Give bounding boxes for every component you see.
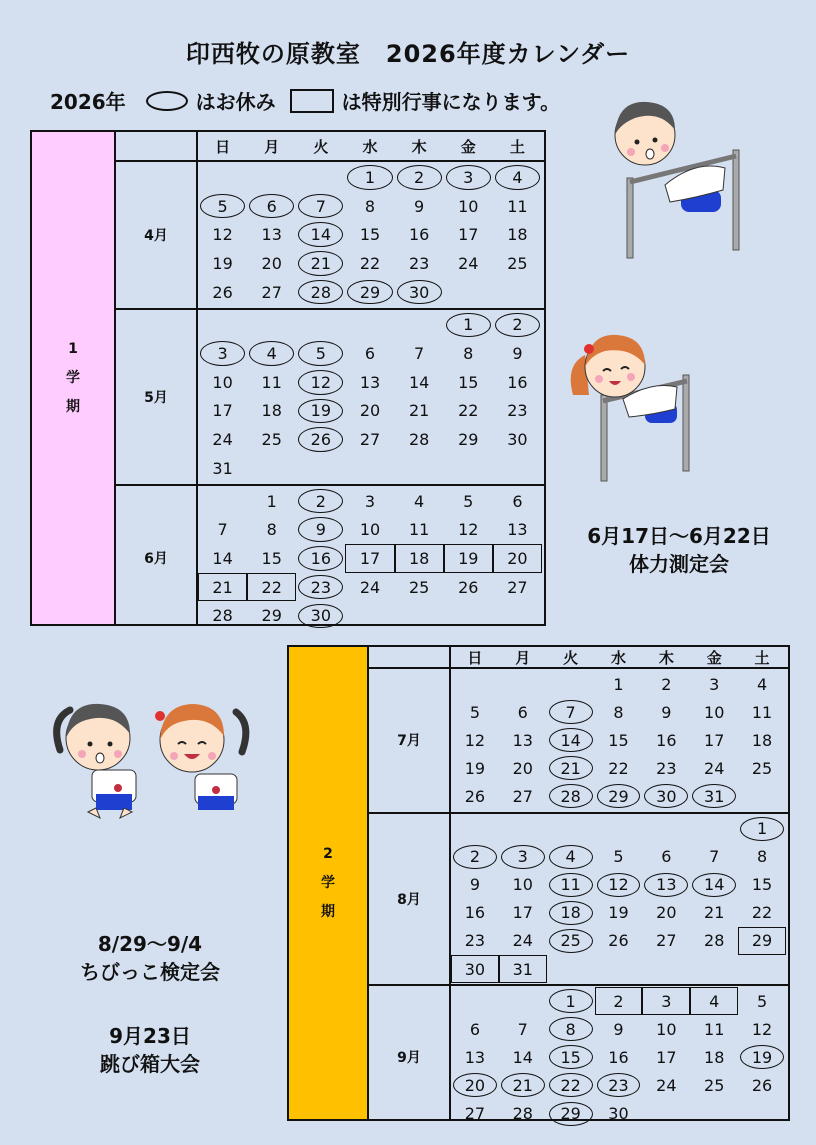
day-cell: 4 bbox=[495, 165, 540, 190]
weekday-label: 水 bbox=[610, 648, 626, 667]
day-cell: 10 bbox=[512, 875, 533, 895]
day-cell: 5 bbox=[298, 341, 343, 366]
day-cell: 10 bbox=[704, 702, 725, 722]
day-cell: 30 bbox=[397, 280, 442, 305]
weekday-label: 火 bbox=[313, 137, 329, 156]
day-cell: 25 bbox=[507, 253, 528, 273]
day-cell: 2 bbox=[661, 674, 672, 694]
day-cell: 28 bbox=[212, 606, 233, 626]
fitness-test-name: 体力測定会 bbox=[629, 552, 729, 576]
day-cell: 15 bbox=[549, 1045, 593, 1069]
holiday-oval-sample bbox=[146, 91, 188, 111]
event-box-sample bbox=[290, 89, 334, 113]
day-cell: 9 bbox=[298, 517, 343, 542]
day-cell: 24 bbox=[212, 430, 233, 450]
day-cell: 11 bbox=[507, 196, 528, 216]
day-cell: 4 bbox=[690, 987, 738, 1015]
day-cell: 30 bbox=[507, 430, 528, 450]
day-cell: 28 bbox=[549, 784, 593, 808]
term1-calendar bbox=[30, 130, 546, 626]
day-cell: 15 bbox=[458, 372, 479, 392]
day-cell: 3 bbox=[642, 987, 690, 1015]
day-cell: 6 bbox=[661, 847, 672, 867]
weekday-label: 木 bbox=[411, 137, 427, 156]
day-cell: 5 bbox=[756, 991, 768, 1011]
day-cell: 6 bbox=[364, 344, 376, 364]
term2-month-label: 9月 bbox=[397, 1050, 421, 1067]
term2-term-label-char: 2 bbox=[323, 845, 333, 862]
weekday-label: 金 bbox=[706, 648, 722, 667]
day-cell: 22 bbox=[458, 401, 479, 421]
day-cell: 7 bbox=[414, 344, 425, 364]
day-cell: 25 bbox=[704, 1075, 725, 1095]
day-cell: 14 bbox=[692, 873, 736, 897]
day-cell: 2 bbox=[397, 165, 442, 190]
day-cell: 19 bbox=[740, 1045, 784, 1069]
day-cell: 7 bbox=[217, 520, 228, 540]
day-cell: 28 bbox=[512, 1104, 533, 1124]
weekday-label: 金 bbox=[460, 137, 476, 156]
vault-name: 跳び箱大会 bbox=[100, 1052, 200, 1076]
day-cell: 3 bbox=[446, 165, 491, 190]
day-cell: 18 bbox=[704, 1047, 725, 1067]
day-cell: 27 bbox=[656, 931, 677, 951]
day-cell: 30 bbox=[608, 1104, 629, 1124]
day-cell: 1 bbox=[347, 165, 392, 190]
day-cell: 1 bbox=[740, 817, 784, 841]
day-cell: 16 bbox=[298, 546, 343, 571]
day-cell: 24 bbox=[656, 1075, 677, 1095]
day-cell: 11 bbox=[704, 1019, 725, 1039]
day-cell: 11 bbox=[261, 372, 282, 392]
day-cell: 29 bbox=[738, 927, 786, 955]
day-cell: 8 bbox=[756, 847, 768, 867]
day-cell: 23 bbox=[507, 401, 528, 421]
day-cell: 26 bbox=[751, 1075, 773, 1095]
day-cell: 13 bbox=[261, 225, 282, 245]
day-cell: 11 bbox=[549, 873, 593, 897]
day-cell: 7 bbox=[549, 700, 593, 724]
weekday-label: 日 bbox=[215, 137, 231, 156]
weekday-label: 月 bbox=[515, 648, 531, 667]
day-cell: 27 bbox=[261, 282, 282, 302]
term1-term-label bbox=[32, 132, 116, 624]
day-cell: 3 bbox=[200, 341, 245, 366]
day-cell: 12 bbox=[212, 225, 233, 245]
day-cell: 5 bbox=[200, 194, 245, 219]
day-cell: 8 bbox=[364, 196, 376, 216]
day-cell: 6 bbox=[512, 491, 523, 511]
day-cell: 21 bbox=[198, 573, 247, 602]
day-cell: 7 bbox=[517, 1019, 528, 1039]
day-cell: 9 bbox=[512, 344, 523, 364]
term1-month-label: 6月 bbox=[144, 551, 168, 568]
day-cell: 29 bbox=[597, 784, 641, 808]
day-cell: 17 bbox=[512, 903, 533, 923]
day-cell: 4 bbox=[756, 674, 768, 694]
term1-term-label-char: 1 bbox=[68, 340, 78, 357]
day-cell: 22 bbox=[359, 253, 381, 273]
day-cell: 3 bbox=[364, 491, 376, 511]
day-cell: 22 bbox=[751, 903, 773, 923]
weekday-label: 土 bbox=[509, 137, 525, 156]
page-title: 印西牧の原教室 2026年度カレンダー bbox=[185, 40, 631, 68]
day-cell: 8 bbox=[266, 520, 277, 540]
day-cell: 27 bbox=[359, 430, 381, 450]
day-cell: 27 bbox=[512, 786, 533, 806]
day-cell: 29 bbox=[261, 606, 282, 626]
day-cell: 16 bbox=[507, 372, 528, 392]
day-cell: 28 bbox=[298, 280, 343, 305]
day-cell: 16 bbox=[408, 225, 430, 245]
day-cell: 23 bbox=[408, 253, 430, 273]
day-cell: 10 bbox=[212, 372, 233, 392]
day-cell: 22 bbox=[549, 1073, 593, 1097]
fitness-test-event bbox=[548, 522, 810, 578]
day-cell: 6 bbox=[517, 702, 528, 722]
term2-calendar bbox=[287, 645, 790, 1124]
weekday-label: 日 bbox=[467, 648, 483, 667]
term2-month-label: 7月 bbox=[397, 733, 421, 750]
term2-term-label-char: 学 bbox=[321, 874, 335, 891]
term2-month-label: 8月 bbox=[397, 891, 421, 908]
term2-term-label bbox=[289, 647, 369, 1119]
day-cell: 27 bbox=[464, 1104, 486, 1124]
day-cell: 16 bbox=[464, 903, 486, 923]
chibikko-event bbox=[20, 930, 280, 986]
day-cell: 5 bbox=[469, 702, 481, 722]
day-cell: 23 bbox=[656, 758, 677, 778]
day-cell: 9 bbox=[469, 875, 481, 895]
day-cell: 28 bbox=[704, 931, 725, 951]
day-cell: 21 bbox=[704, 903, 725, 923]
day-cell: 4 bbox=[249, 341, 294, 366]
chibikko-date: 8/29～9/4 bbox=[97, 932, 203, 956]
day-cell: 26 bbox=[608, 931, 629, 951]
day-cell: 18 bbox=[751, 730, 773, 750]
day-cell: 31 bbox=[692, 784, 736, 808]
term1-term-label-char: 期 bbox=[66, 398, 80, 415]
day-cell: 29 bbox=[458, 430, 479, 450]
day-cell: 31 bbox=[212, 458, 233, 478]
day-cell: 6 bbox=[249, 194, 294, 219]
day-cell: 18 bbox=[395, 544, 444, 573]
day-cell: 9 bbox=[613, 1019, 624, 1039]
day-cell: 19 bbox=[608, 903, 629, 923]
day-cell: 1 bbox=[549, 989, 593, 1013]
day-cell: 30 bbox=[451, 955, 499, 983]
chibikko-name: ちびっこ検定会 bbox=[80, 960, 220, 984]
day-cell: 14 bbox=[512, 1047, 533, 1067]
weekday-label: 月 bbox=[264, 137, 280, 156]
girl-on-bar-illustration bbox=[565, 325, 705, 485]
day-cell: 13 bbox=[464, 1047, 486, 1067]
day-cell: 25 bbox=[408, 577, 430, 597]
legend-year: 2026年 bbox=[50, 90, 126, 114]
day-cell: 16 bbox=[608, 1047, 629, 1067]
day-cell: 14 bbox=[408, 372, 430, 392]
day-cell: 22 bbox=[608, 758, 629, 778]
fitness-test-date: 6月17日～6月22日 bbox=[587, 524, 771, 548]
weekday-label: 土 bbox=[754, 648, 770, 667]
day-cell: 30 bbox=[644, 784, 688, 808]
legend-event-text: は特別行事になります。 bbox=[341, 90, 561, 114]
day-cell: 13 bbox=[359, 372, 381, 392]
day-cell: 3 bbox=[501, 845, 545, 869]
legend bbox=[50, 86, 560, 115]
day-cell: 19 bbox=[212, 253, 233, 273]
day-cell: 5 bbox=[463, 491, 474, 511]
day-cell: 2 bbox=[298, 489, 343, 514]
term1-month-label: 5月 bbox=[144, 389, 168, 406]
day-cell: 29 bbox=[347, 280, 392, 305]
day-cell: 29 bbox=[549, 1102, 593, 1126]
day-cell: 17 bbox=[704, 730, 725, 750]
day-cell: 20 bbox=[453, 1073, 497, 1097]
legend-holiday-text: はお休み bbox=[195, 90, 276, 114]
day-cell: 20 bbox=[359, 401, 381, 421]
day-cell: 21 bbox=[408, 401, 430, 421]
day-cell: 10 bbox=[458, 196, 479, 216]
day-cell: 18 bbox=[261, 401, 282, 421]
day-cell: 8 bbox=[613, 702, 624, 722]
day-cell: 20 bbox=[512, 758, 533, 778]
day-cell: 26 bbox=[458, 577, 479, 597]
day-cell: 16 bbox=[656, 730, 677, 750]
day-cell: 25 bbox=[261, 430, 282, 450]
day-cell: 12 bbox=[597, 873, 641, 897]
day-cell: 28 bbox=[408, 430, 430, 450]
day-cell: 31 bbox=[499, 955, 547, 983]
day-cell: 24 bbox=[458, 253, 479, 273]
day-cell: 19 bbox=[298, 399, 343, 424]
kids-waving-illustration bbox=[40, 690, 255, 825]
day-cell: 4 bbox=[549, 845, 593, 869]
day-cell: 8 bbox=[463, 344, 474, 364]
day-cell: 25 bbox=[751, 758, 773, 778]
day-cell: 11 bbox=[751, 702, 773, 722]
day-cell: 11 bbox=[408, 520, 430, 540]
day-cell: 19 bbox=[464, 758, 486, 778]
boy-on-bar-illustration bbox=[605, 90, 745, 260]
day-cell: 4 bbox=[414, 491, 425, 511]
weekday-label: 水 bbox=[362, 137, 378, 156]
day-cell: 13 bbox=[507, 520, 528, 540]
day-cell: 24 bbox=[359, 577, 381, 597]
day-cell: 17 bbox=[345, 544, 394, 573]
day-cell: 9 bbox=[661, 702, 672, 722]
day-cell: 17 bbox=[458, 225, 479, 245]
day-cell: 20 bbox=[656, 903, 677, 923]
term2-term-label-char: 期 bbox=[321, 903, 335, 920]
day-cell: 1 bbox=[613, 674, 624, 694]
day-cell: 15 bbox=[359, 225, 381, 245]
day-cell: 2 bbox=[453, 845, 497, 869]
day-cell: 30 bbox=[298, 604, 343, 629]
day-cell: 15 bbox=[261, 548, 282, 568]
day-cell: 10 bbox=[656, 1019, 677, 1039]
term1-month-label: 4月 bbox=[144, 227, 168, 244]
day-cell: 12 bbox=[751, 1019, 773, 1039]
day-cell: 18 bbox=[549, 901, 593, 925]
day-cell: 1 bbox=[266, 491, 277, 511]
day-cell: 27 bbox=[507, 577, 528, 597]
day-cell: 14 bbox=[549, 728, 593, 752]
day-cell: 12 bbox=[464, 730, 486, 750]
day-cell: 12 bbox=[298, 370, 343, 395]
day-cell: 20 bbox=[493, 544, 542, 573]
day-cell: 17 bbox=[656, 1047, 677, 1067]
day-cell: 26 bbox=[212, 282, 233, 302]
day-cell: 7 bbox=[709, 847, 720, 867]
day-cell: 15 bbox=[608, 730, 629, 750]
day-cell: 26 bbox=[464, 786, 486, 806]
term1-term-label-char: 学 bbox=[66, 369, 80, 386]
day-cell: 26 bbox=[298, 427, 343, 452]
weekday-label: 火 bbox=[563, 648, 579, 667]
day-cell: 24 bbox=[704, 758, 725, 778]
day-cell: 20 bbox=[261, 253, 282, 273]
day-cell: 13 bbox=[644, 873, 688, 897]
day-cell: 6 bbox=[469, 1019, 481, 1039]
day-cell: 7 bbox=[298, 194, 343, 219]
day-cell: 23 bbox=[597, 1073, 641, 1097]
day-cell: 15 bbox=[751, 875, 773, 895]
day-cell: 3 bbox=[709, 674, 720, 694]
day-cell: 14 bbox=[212, 548, 233, 568]
day-cell: 13 bbox=[512, 730, 533, 750]
day-cell: 23 bbox=[298, 575, 343, 600]
day-cell: 12 bbox=[458, 520, 479, 540]
day-cell: 1 bbox=[446, 313, 491, 338]
day-cell: 21 bbox=[549, 756, 593, 780]
day-cell: 21 bbox=[298, 251, 343, 276]
day-cell: 24 bbox=[512, 931, 533, 951]
day-cell: 2 bbox=[495, 313, 540, 338]
weekday-label: 木 bbox=[658, 648, 674, 667]
day-cell: 17 bbox=[212, 401, 233, 421]
day-cell: 10 bbox=[359, 520, 381, 540]
day-cell: 8 bbox=[549, 1017, 593, 1041]
day-cell: 5 bbox=[613, 847, 624, 867]
day-cell: 23 bbox=[464, 931, 486, 951]
day-cell: 9 bbox=[414, 196, 425, 216]
day-cell: 22 bbox=[247, 573, 296, 602]
day-cell: 18 bbox=[507, 225, 528, 245]
vault-date: 9月23日 bbox=[109, 1024, 191, 1048]
day-cell: 2 bbox=[595, 987, 643, 1015]
day-cell: 21 bbox=[501, 1073, 545, 1097]
vault-event bbox=[20, 1022, 280, 1078]
day-cell: 25 bbox=[549, 929, 593, 953]
day-cell: 19 bbox=[444, 544, 493, 573]
day-cell: 14 bbox=[298, 222, 343, 247]
